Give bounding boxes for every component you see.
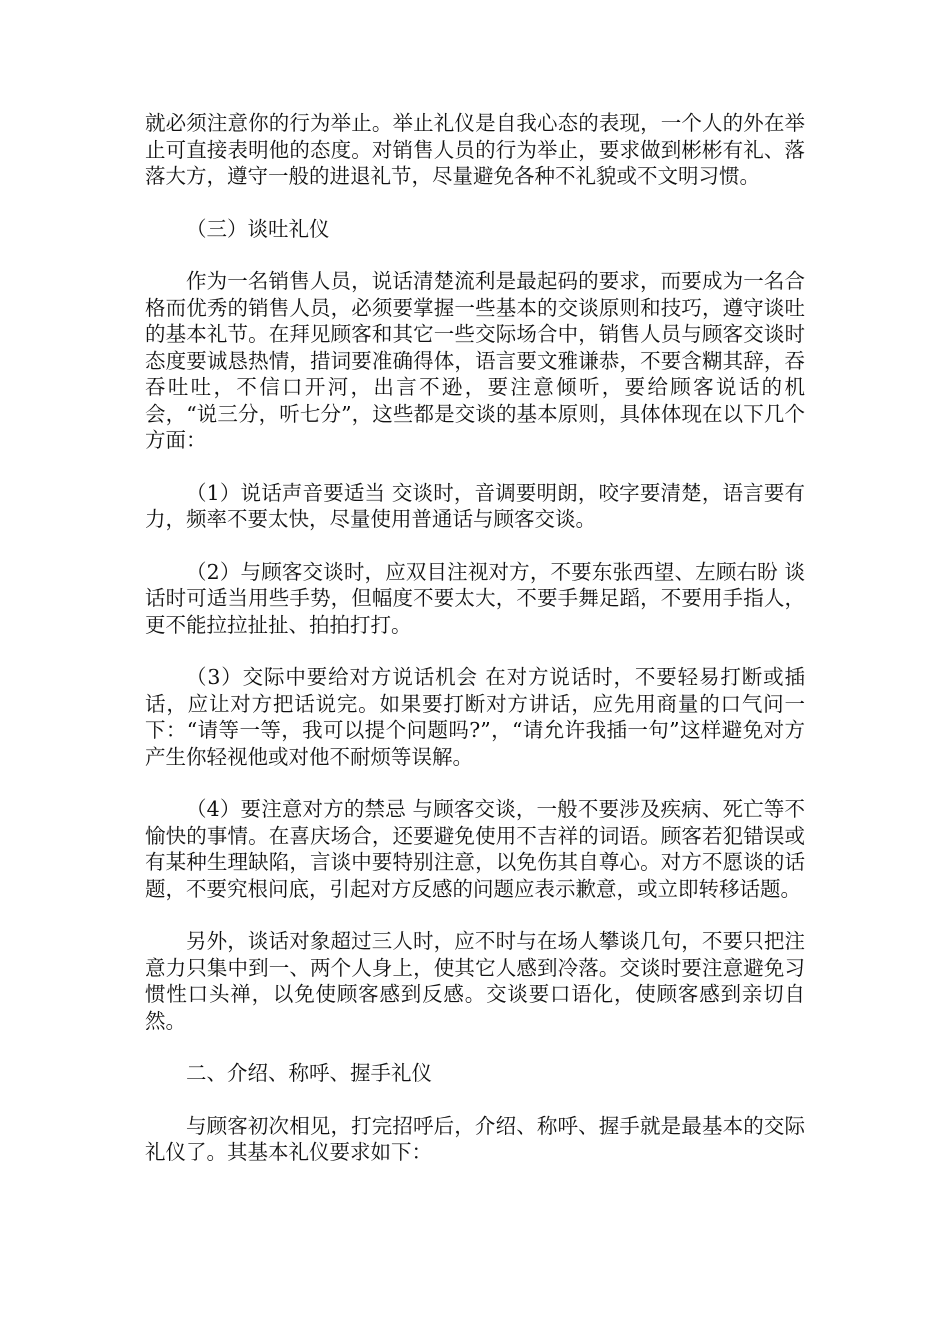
paragraph-additional: 另外，谈话对象超过三人时，应不时与在场人攀谈几句，不要只把注意力只集中到一、两个人身上，使其它人感到冷落。交谈时要注意避免习惯性口头禅，以免使顾客感到反感。交谈要口语化，使顾客感到亲切自然。 (145, 929, 805, 1033)
document-page (145, 110, 805, 1192)
paragraph-introduction-intro: 与顾客初次相见，打完招呼后，介绍、称呼、握手就是最基本的交际礼仪了。其基本礼仪要求如下： (145, 1113, 805, 1164)
paragraph-item-2: （2）与顾客交谈时，应双目注视对方，不要东张西望、左顾右盼 谈话时可适当用些手势，但幅度不要太大，不要手舞足蹈，不要用手指人，更不能拉拉扯扯、拍拍打打。 (145, 559, 805, 637)
section-heading-introduction-etiquette: 二、介绍、称呼、握手礼仪 (186, 1061, 432, 1085)
paragraph-speech-intro: 作为一名销售人员，说话清楚流利是最起码的要求，而要成为一名合格而优秀的销售人员，必须要掌握一些基本的交谈原则和技巧，遵守谈吐的基本礼节。在拜见顾客和其它一些交际场合中，销售人员与顾客交谈时态度要诚恳热情，措词要准确得体，语言要文雅谦恭，不要含糊其辞，吞吞吐吐，不信口开河，出言不逊，要注意倾听，要给顾客说话的机会，“说三分，听七分”，这些都是交谈的基本原则，具体体现在以下几个方面： (145, 269, 805, 452)
paragraph-item-4: （4）要注意对方的禁忌 与顾客交谈，一般不要涉及疾病、死亡等不愉快的事情。在喜庆场合，还要避免使用不吉祥的词语。顾客若犯错误或有某种生理缺陷，言谈中要特别注意，以免伤其自尊心。对方不愿谈的话题，不要究根问底，引起对方反感的问题应表示歉意，或立即转移话题。 (145, 797, 805, 901)
paragraph-item-1: （1）说话声音要适当 交谈时，音调要明朗，咬字要清楚，语言要有力，频率不要太快，尽量使用普通话与顾客交谈。 (145, 480, 805, 531)
section-heading-speech-etiquette: （三）谈吐礼仪 (186, 216, 330, 241)
paragraph-item-3: （3）交际中要给对方说话机会 在对方说话时，不要轻易打断或插话，应让对方把话说完。如果要打断对方讲话，应先用商量的口气问一下：“请等一等，我可以提个问题吗?”，“请允许我插一句”这样避免对方产生你轻视他或对他不耐烦等误解。 (145, 665, 805, 769)
paragraph-continued-demeanor: 就必须注意你的行为举止。举止礼仪是自我心态的表现，一个人的外在举止可直接表明他的态度。对销售人员的行为举止，要求做到彬彬有礼、落落大方，遵守一般的进退礼节，尽量避免各种不礼貌或不文明习惯。 (145, 111, 805, 188)
